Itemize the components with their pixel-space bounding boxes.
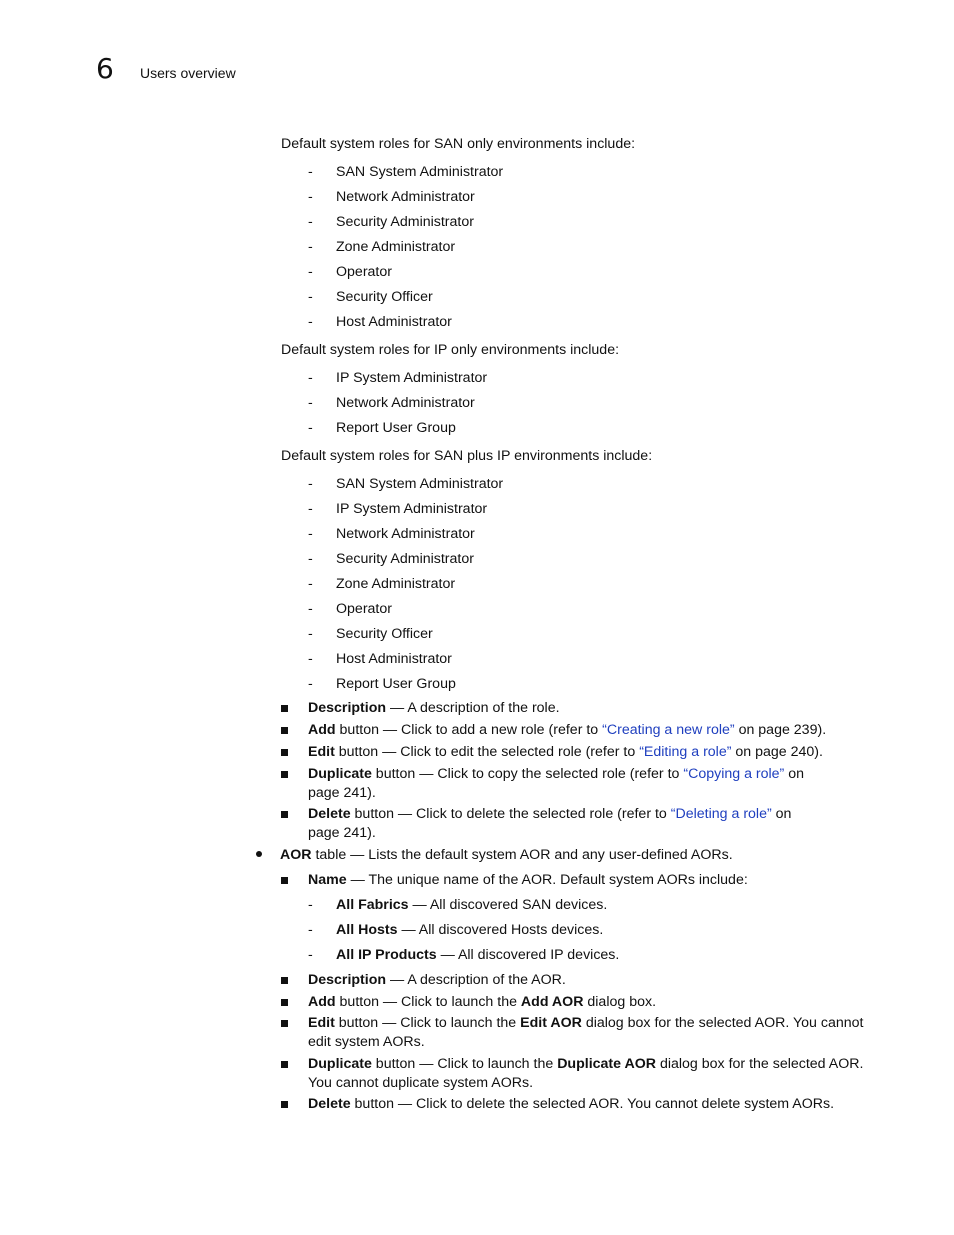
- role-edit-term: Edit: [308, 744, 335, 760]
- chapter-title: Users overview: [140, 65, 236, 81]
- bullet-square-icon: [281, 705, 288, 712]
- role-list-item: Operator: [336, 601, 392, 617]
- dash-bullet-icon: -: [308, 239, 313, 255]
- dash-bullet-icon: -: [308, 526, 313, 542]
- bullet-square-icon: [281, 1061, 288, 1068]
- aor-default-term: All Fabrics: [336, 897, 409, 913]
- role-list-item: Zone Administrator: [336, 239, 456, 255]
- chapter-number: 6: [96, 52, 114, 85]
- role-list-item: Security Administrator: [336, 214, 474, 230]
- dash-bullet-icon: -: [308, 897, 313, 913]
- role-duplicate-page: page 241).: [308, 785, 376, 801]
- role-delete-on: on: [771, 806, 792, 822]
- role-description-item: [308, 699, 560, 717]
- role-list-item: IP System Administrator: [336, 501, 488, 517]
- role-delete-text: button — Click to delete the selected role (refer to: [350, 806, 671, 822]
- dash-bullet-icon: -: [308, 576, 313, 592]
- aor-edit-line2: edit system AORs.: [308, 1034, 425, 1050]
- aor-add-text: button — Click to launch the: [335, 994, 521, 1010]
- role-list-item: Host Administrator: [336, 314, 452, 330]
- role-delete-page: page 241).: [308, 825, 376, 841]
- aor-default-text: — All discovered SAN devices.: [408, 897, 608, 913]
- role-list-item: Network Administrator: [336, 189, 475, 205]
- dash-bullet-icon: -: [308, 601, 313, 617]
- role-list-item: Network Administrator: [336, 395, 475, 411]
- role-list-item: Zone Administrator: [336, 576, 456, 592]
- role-list-item: Report User Group: [336, 676, 456, 692]
- aor-name-item: [308, 871, 748, 889]
- aor-description-term: Description: [308, 972, 387, 988]
- bullet-square-icon: [281, 999, 288, 1006]
- role-duplicate-term: Duplicate: [308, 766, 372, 782]
- aor-text: table — Lists the default system AOR and any user-defined AORs.: [311, 847, 733, 863]
- aor-delete-text: button — Click to delete the selected AOR. You cannot delete system AORs.: [350, 1096, 835, 1112]
- role-delete-item: [308, 805, 791, 823]
- bullet-square-icon: [281, 1101, 288, 1108]
- aor-delete-term: Delete: [308, 1096, 351, 1112]
- role-duplicate-text: button — Click to copy the selected role (refer to: [371, 766, 684, 782]
- add-aor-dialog-name: Add AOR: [520, 994, 584, 1010]
- dash-bullet-icon: -: [308, 264, 313, 280]
- bullet-square-icon: [281, 977, 288, 984]
- aor-description-item: [308, 971, 566, 989]
- role-list-item: IP System Administrator: [336, 370, 488, 386]
- edit-aor-dialog-name: Edit AOR: [520, 1015, 582, 1031]
- aor-duplicate-term: Duplicate: [308, 1056, 372, 1072]
- dash-bullet-icon: -: [308, 651, 313, 667]
- aor-description-text: — A description of the AOR.: [386, 972, 566, 988]
- copying-role-link[interactable]: “Copying a role”: [683, 766, 785, 782]
- role-list-item: Security Officer: [336, 626, 433, 642]
- aor-default-term: All Hosts: [336, 922, 398, 938]
- role-description-text: — A description of the role.: [386, 700, 560, 716]
- aor-default-item: [336, 946, 619, 964]
- dash-bullet-icon: -: [308, 395, 313, 411]
- bullet-square-icon: [281, 771, 288, 778]
- role-add-page: on page 239).: [734, 722, 827, 738]
- dash-bullet-icon: -: [308, 476, 313, 492]
- role-description-term: Description: [308, 700, 387, 716]
- aor-name-term: Name: [308, 872, 347, 888]
- role-add-text: button — Click to add a new role (refer to: [335, 722, 603, 738]
- role-list-item: Security Administrator: [336, 551, 474, 567]
- aor-default-term: All IP Products: [336, 947, 437, 963]
- aor-default-item: [336, 896, 607, 914]
- dash-bullet-icon: -: [308, 189, 313, 205]
- dash-bullet-icon: -: [308, 420, 313, 436]
- aor-duplicate-post: dialog box for the selected AOR.: [656, 1056, 864, 1072]
- san-ip-intro: Default system roles for SAN plus IP environments include:: [281, 448, 653, 464]
- dash-bullet-icon: -: [308, 214, 313, 230]
- aor-duplicate-text: button — Click to launch the: [371, 1056, 558, 1072]
- dash-bullet-icon: -: [308, 551, 313, 567]
- aor-default-item: [336, 921, 603, 939]
- role-duplicate-on: on: [784, 766, 805, 782]
- dash-bullet-icon: -: [308, 922, 313, 938]
- aor-term: AOR: [280, 847, 312, 863]
- role-list-item: Host Administrator: [336, 651, 452, 667]
- bullet-square-icon: [281, 749, 288, 756]
- deleting-role-link[interactable]: “Deleting a role”: [670, 806, 772, 822]
- role-list-item: SAN System Administrator: [336, 476, 504, 492]
- dash-bullet-icon: -: [308, 947, 313, 963]
- dash-bullet-icon: -: [308, 370, 313, 386]
- dash-bullet-icon: -: [308, 164, 313, 180]
- aor-edit-post: dialog box for the selected AOR. You cannot: [581, 1015, 864, 1031]
- bullet-square-icon: [281, 877, 288, 884]
- role-edit-page: on page 240).: [731, 744, 823, 760]
- bullet-dot-icon: [256, 851, 262, 857]
- bullet-square-icon: [281, 811, 288, 818]
- san-only-intro: Default system roles for SAN only environments include:: [281, 136, 636, 152]
- role-list-item: Report User Group: [336, 420, 456, 436]
- role-add-term: Add: [308, 722, 336, 738]
- aor-name-text: — The unique name of the AOR. Default system AORs include:: [346, 872, 748, 888]
- aor-duplicate-item: [308, 1055, 863, 1073]
- aor-add-term: Add: [308, 994, 336, 1010]
- ip-only-intro: Default system roles for IP only environments include:: [281, 342, 620, 358]
- aor-delete-item: [308, 1095, 834, 1113]
- role-edit-item: [308, 743, 823, 761]
- aor-edit-text: button — Click to launch the: [334, 1015, 521, 1031]
- dash-bullet-icon: -: [308, 289, 313, 305]
- aor-duplicate-line2: You cannot duplicate system AORs.: [308, 1075, 534, 1091]
- bullet-square-icon: [281, 1020, 288, 1027]
- dash-bullet-icon: -: [308, 626, 313, 642]
- aor-add-item: [308, 993, 656, 1011]
- duplicate-aor-dialog-name: Duplicate AOR: [557, 1056, 656, 1072]
- bullet-square-icon: [281, 727, 288, 734]
- dash-bullet-icon: -: [308, 501, 313, 517]
- role-list-item: Operator: [336, 264, 392, 280]
- aor-add-post: dialog box.: [583, 994, 657, 1010]
- role-list-item: Network Administrator: [336, 526, 475, 542]
- aor-table-item: [280, 846, 733, 864]
- aor-edit-term: Edit: [308, 1015, 335, 1031]
- dash-bullet-icon: -: [308, 314, 313, 330]
- aor-default-text: — All discovered Hosts devices.: [397, 922, 604, 938]
- editing-role-link[interactable]: “Editing a role”: [639, 744, 732, 760]
- role-edit-text: button — Click to edit the selected role (refer to: [334, 744, 640, 760]
- aor-edit-item: [308, 1014, 863, 1032]
- role-duplicate-item: [308, 765, 804, 783]
- role-add-item: [308, 721, 826, 739]
- role-list-item: SAN System Administrator: [336, 164, 504, 180]
- role-delete-term: Delete: [308, 806, 351, 822]
- creating-role-link[interactable]: “Creating a new role”: [602, 722, 735, 738]
- dash-bullet-icon: -: [308, 676, 313, 692]
- aor-default-text: — All discovered IP devices.: [436, 947, 620, 963]
- role-list-item: Security Officer: [336, 289, 433, 305]
